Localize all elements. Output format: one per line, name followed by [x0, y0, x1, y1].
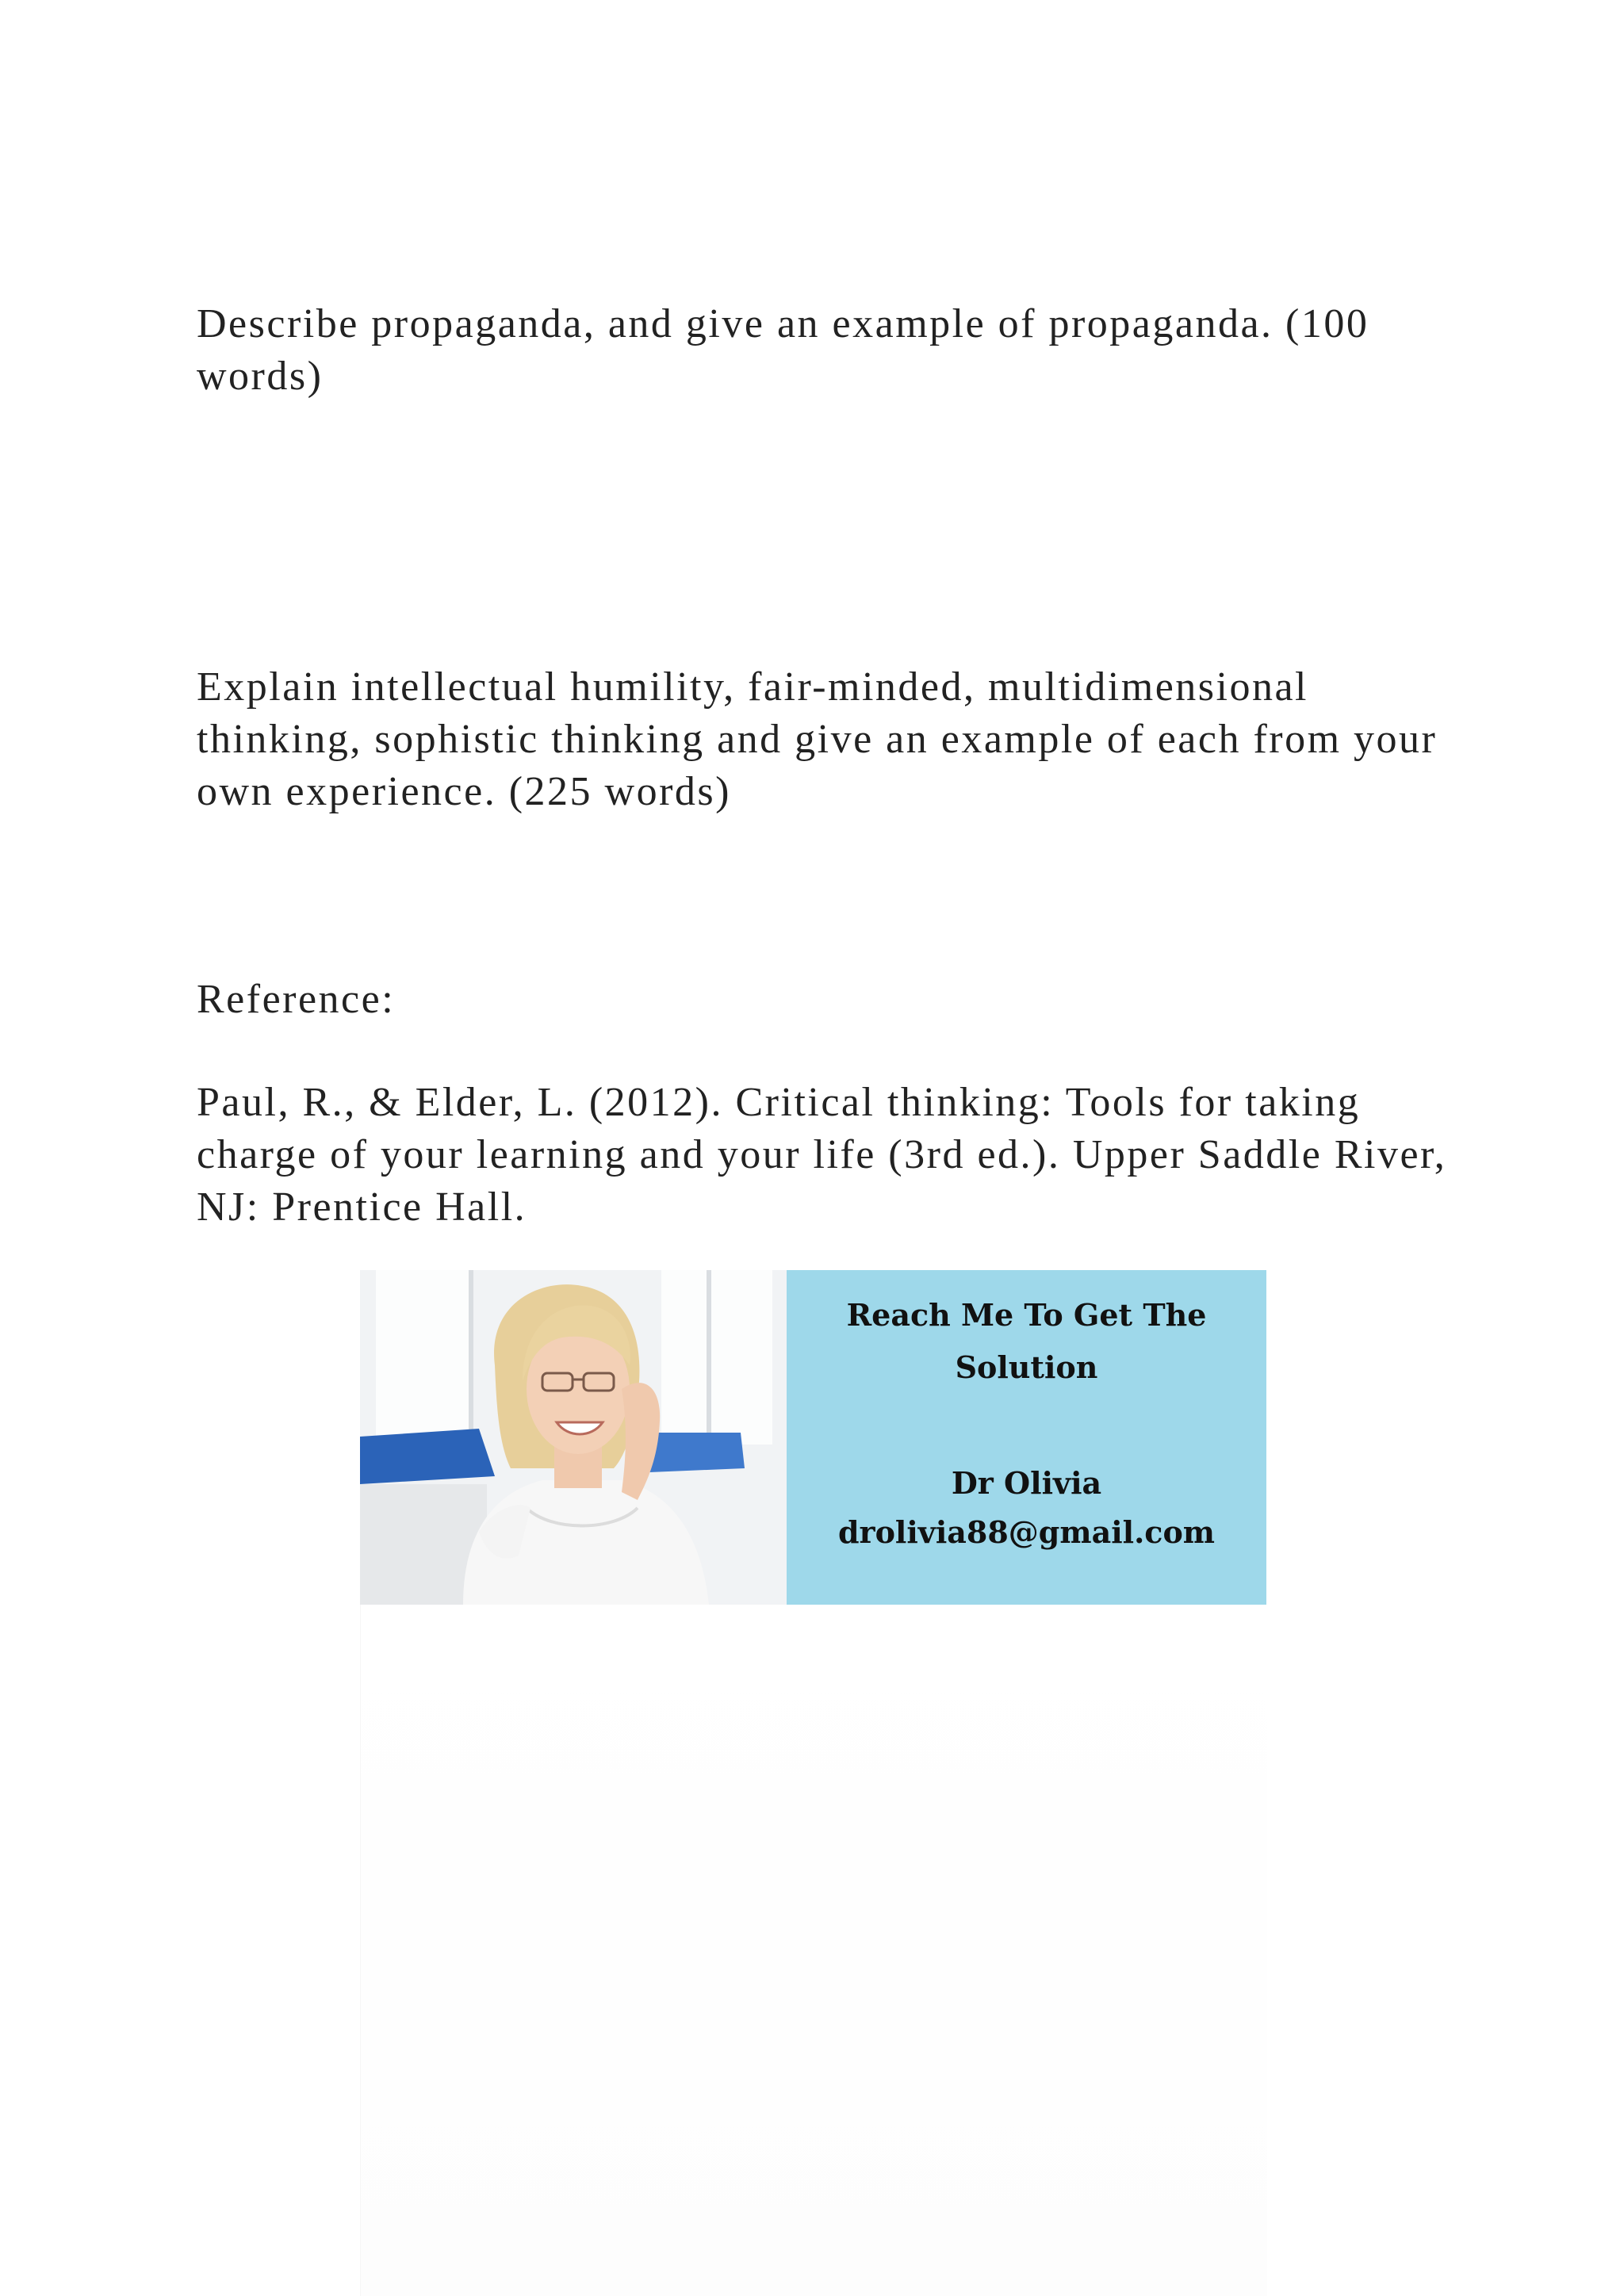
contact-email: drolivia88@gmail.com [837, 1514, 1216, 1550]
reference-heading: Reference: [197, 977, 396, 1022]
cta-line-2: Solution [955, 1349, 1098, 1385]
contact-name: Dr Olivia [951, 1465, 1102, 1501]
reference-citation: Paul, R., & Elder, L. (2012). Critical thinking: Tools for taking charge of your learning and your life (3rd ed.). Upper Saddle River, NJ: Prentice Hall. [197, 1080, 1447, 1230]
contact-banner [360, 1270, 1266, 1605]
woman-photo [360, 1270, 787, 1605]
question-1: Describe propaganda, and give an example of propaganda. (100 words) [197, 301, 1369, 399]
page-shadow [360, 1605, 1267, 2296]
woman-photo-illustration [360, 1270, 787, 1605]
contact-info-panel [787, 1270, 1266, 1605]
question-2: Explain intellectual humility, fair-minded, multidimensional thinking, sophistic thinking and give an example of each from your own experience. (225 words) [197, 664, 1438, 814]
cta-line-1: Reach Me To Get The [846, 1297, 1207, 1333]
